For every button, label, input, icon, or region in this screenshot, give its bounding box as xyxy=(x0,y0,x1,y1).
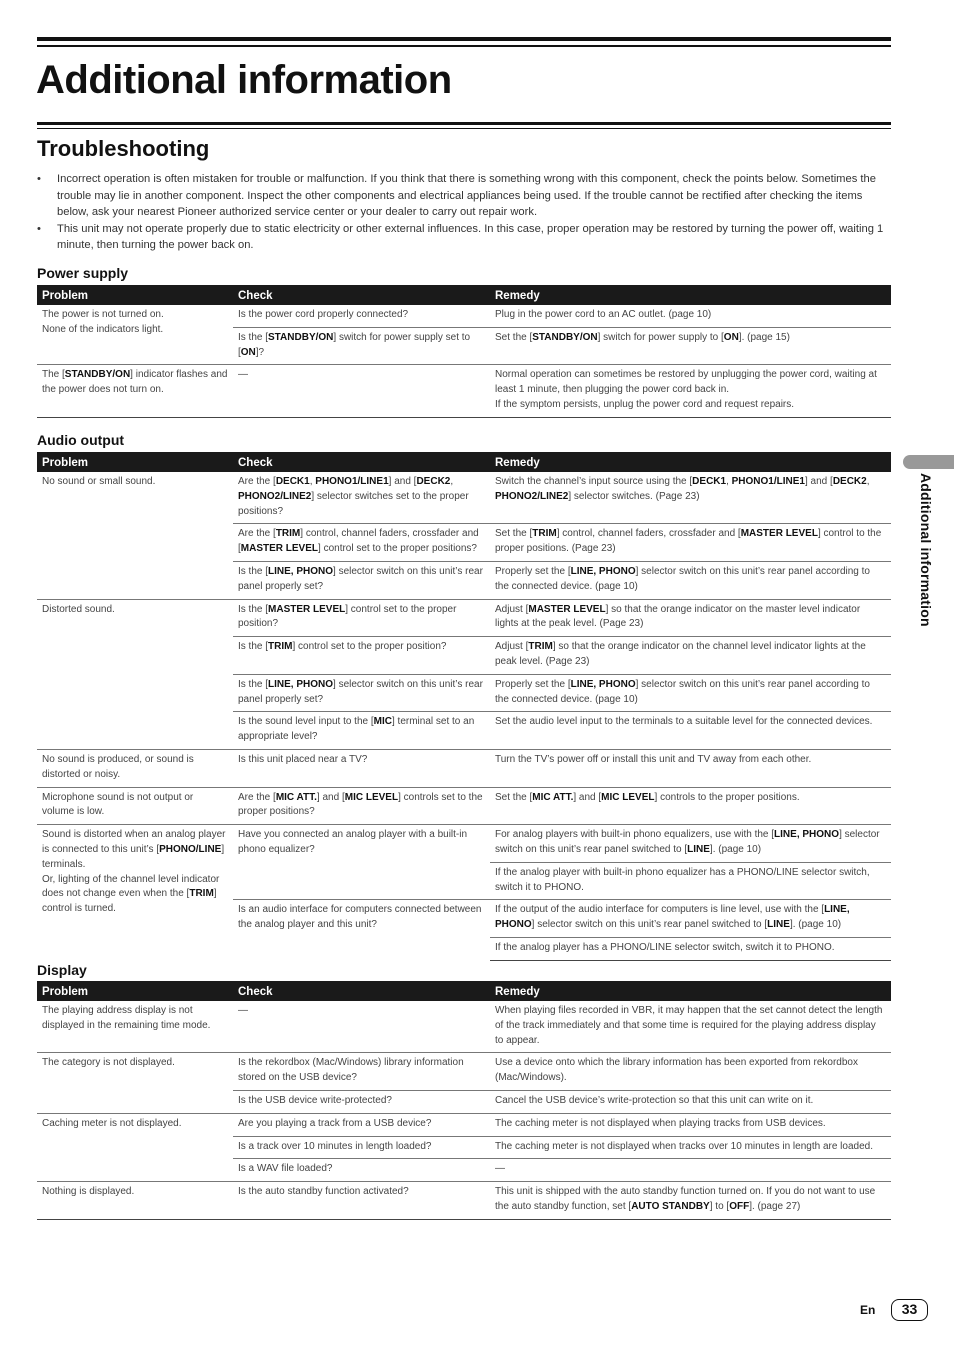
remedy-cell: Set the [TRIM] control, channel faders, crossfader and [MASTER LEVEL] control to the proper positions. (Page 23) xyxy=(490,524,891,562)
problem-cell: Microphone sound is not output or volume is low. xyxy=(37,787,233,825)
problem-cell: The playing address display is not displayed in the remaining time mode. xyxy=(42,1005,211,1031)
remedy-cell: Set the audio level input to the terminals to a suitable level for the connected devices. xyxy=(490,712,891,750)
table-header-row xyxy=(37,285,891,305)
problem-header: Problem xyxy=(37,452,233,472)
problem-header: Problem xyxy=(37,981,233,1001)
remedy-cell: Cancel the USB device’s write-protection so that this unit can write on it. xyxy=(490,1090,891,1113)
check-cell: Is the power cord properly connected? xyxy=(238,309,409,320)
remedy-cell: Set the [STANDBY/ON] switch for power supply to [ON]. (page 15) xyxy=(490,327,891,365)
remedy-header: Remedy xyxy=(490,981,891,1001)
check-header: Check xyxy=(233,981,490,1001)
remedy-cell: If the output of the audio interface for computers is line level, use with the [LINE, PHONO] selector switch on this unit’s rear panel switched to [LINE]. (page 10) xyxy=(490,900,891,938)
table-header-row xyxy=(37,981,891,1001)
display-heading: Display xyxy=(37,962,87,978)
check-cell: Is the [LINE, PHONO] selector switch on this unit’s rear panel properly set? xyxy=(233,674,490,712)
table-row xyxy=(37,749,891,787)
top-rule-thick xyxy=(37,37,891,41)
page-title: Additional information xyxy=(36,58,452,102)
problem-cell: Nothing is displayed. xyxy=(37,1182,233,1220)
display-table xyxy=(37,981,891,1220)
remedy-cell: Normal operation can sometimes be restored by unplugging the power cord, waiting at least 1 minute, then plugging the power cord back in. If the symptom persists, unplug the power cord and request repairs. xyxy=(490,365,891,417)
remedy-header: Remedy xyxy=(490,285,891,305)
check-cell: Is the [TRIM] control set to the proper position? xyxy=(233,637,490,675)
table-row xyxy=(37,787,891,825)
check-cell: Is the sound level input to the [MIC] terminal set to an appropriate level? xyxy=(233,712,490,750)
intro-bullet: • Incorrect operation is often mistaken for trouble or malfunction. If you think that there is something wrong with this component, check the points below. Sometimes the trouble may lie in another component. Inspect the other components and electrical appliances being used. If the trouble cannot be rectified after checking the items below, ask your nearest Pioneer authorized service center or your dealer to carry out repair work. xyxy=(37,171,891,221)
problem-cell: The power is not turned on. None of the indicators light. xyxy=(42,309,164,335)
check-header: Check xyxy=(233,452,490,472)
remedy-cell: This unit is shipped with the auto standby function turned on. If you do not want to use the auto standby function, set [AUTO STANDBY] to [OFF]. (page 27) xyxy=(490,1182,891,1220)
remedy-cell: Set the [MIC ATT.] and [MIC LEVEL] controls to the proper positions. xyxy=(490,787,891,825)
intro-bullet: • This unit may not operate properly due to static electricity or other external influences. In this case, proper operation may be restored by turning the power off, waiting 1 minute, then turning the power back on. xyxy=(37,221,891,254)
remedy-cell: The caching meter is not displayed when tracks over 10 minutes in length are loaded. xyxy=(490,1136,891,1159)
side-tab-marker xyxy=(903,455,954,469)
section-rule-thick xyxy=(37,122,891,125)
remedy-cell: Use a device onto which the library information has been exported from rekordbox (Mac/Windows). xyxy=(490,1053,891,1091)
remedy-cell: When playing files recorded in VBR, it may happen that the set cannot detect the length of the track immediately and that some time is required for the playing address display to appear. xyxy=(495,1005,883,1046)
power-supply-heading: Power supply xyxy=(37,265,129,281)
language-code: En xyxy=(860,1303,876,1317)
remedy-cell: Adjust [MASTER LEVEL] so that the orange indicator on the master level indicator lights at the peak level. (Page 23) xyxy=(490,599,891,637)
check-cell: Have you connected an analog player with a built-in phono equalizer? xyxy=(233,825,490,900)
check-cell: — xyxy=(238,1005,248,1016)
remedy-cell: Turn the TV’s power off or install this unit and TV away from each other. xyxy=(490,749,891,787)
side-section-label: Additional information xyxy=(918,473,934,627)
problem-cell: No sound is produced, or sound is distorted or noisy. xyxy=(37,749,233,787)
check-cell: Are the [TRIM] control, channel faders, crossfader and [MASTER LEVEL] control set to the proper positions? xyxy=(233,524,490,562)
audio-output-table xyxy=(37,452,891,961)
remedy-cell: For analog players with built-in phono equalizers, use with the [LINE, PHONO] selector switch on this unit’s rear panel switched to [LINE]. (page 10) xyxy=(490,825,891,863)
remedy-cell: Adjust [TRIM] so that the orange indicator on the channel level indicator lights at the peak level. (Page 23) xyxy=(490,637,891,675)
top-rule-thin xyxy=(37,45,891,47)
table-row xyxy=(37,1053,891,1091)
audio-output-heading: Audio output xyxy=(37,432,125,448)
check-cell: Are the [MIC ATT.] and [MIC LEVEL] controls set to the proper positions? xyxy=(233,787,490,825)
remedy-cell: Properly set the [LINE, PHONO] selector switch on this unit’s rear panel according to the connected device. (page 10) xyxy=(490,561,891,599)
remedy-cell: If the analog player with built-in phono equalizer has a PHONO/LINE selector switch, switch it to PHONO. xyxy=(490,862,891,900)
table-row xyxy=(37,599,891,637)
check-cell: Is the [LINE, PHONO] selector switch on this unit’s rear panel properly set? xyxy=(233,561,490,599)
table-header-row xyxy=(37,452,891,472)
problem-cell: The category is not displayed. xyxy=(37,1053,233,1113)
remedy-header: Remedy xyxy=(490,452,891,472)
intro-bullets xyxy=(37,171,891,254)
page-number: 33 xyxy=(891,1299,928,1321)
table-row xyxy=(37,472,891,524)
problem-header: Problem xyxy=(37,285,233,305)
remedy-cell: — xyxy=(490,1159,891,1182)
remedy-cell: Plug in the power cord to an AC outlet. (page 10) xyxy=(495,309,712,320)
problem-cell: Sound is distorted when an analog player is connected to this unit’s [PHONO/LINE] terminals. Or, lighting of the channel level indicator does not change even when the [TRIM] control is turned. xyxy=(37,825,233,961)
table-row xyxy=(37,825,891,863)
check-cell: Is a track over 10 minutes in length loaded? xyxy=(233,1136,490,1159)
check-cell: Is the USB device write-protected? xyxy=(233,1090,490,1113)
check-cell: Is this unit placed near a TV? xyxy=(233,749,490,787)
problem-cell: Distorted sound. xyxy=(37,599,233,749)
check-header: Check xyxy=(233,285,490,305)
remedy-cell: If the analog player has a PHONO/LINE selector switch, switch it to PHONO. xyxy=(490,937,891,960)
section-rule-thin xyxy=(37,128,891,129)
check-cell: Are you playing a track from a USB device? xyxy=(233,1113,490,1136)
section-title: Troubleshooting xyxy=(37,136,210,161)
table-row xyxy=(37,365,891,417)
check-cell: Is an audio interface for computers connected between the analog player and this unit? xyxy=(233,900,490,960)
table-row xyxy=(37,305,891,327)
power-supply-table xyxy=(37,285,891,418)
remedy-cell: The caching meter is not displayed when playing tracks from USB devices. xyxy=(490,1113,891,1136)
check-cell: Is a WAV file loaded? xyxy=(233,1159,490,1182)
problem-cell: No sound or small sound. xyxy=(42,476,156,487)
table-row xyxy=(37,1001,891,1053)
check-cell: Is the [MASTER LEVEL] control set to the proper position? xyxy=(233,599,490,637)
check-cell: Are the [DECK1, PHONO1/LINE1] and [DECK2, PHONO2/LINE2] selector switches set to the proper positions? xyxy=(238,476,469,517)
table-row xyxy=(37,1182,891,1220)
problem-cell: The [STANDBY/ON] indicator flashes and the power does not turn on. xyxy=(37,365,233,417)
check-cell: Is the auto standby function activated? xyxy=(233,1182,490,1220)
remedy-cell: Switch the channel’s input source using the [DECK1, PHONO1/LINE1] and [DECK2, PHONO2/LINE2] selector switches. (Page 23) xyxy=(495,476,870,502)
table-row xyxy=(37,1113,891,1136)
problem-cell: Caching meter is not displayed. xyxy=(37,1113,233,1181)
check-cell: — xyxy=(233,365,490,417)
remedy-cell: Properly set the [LINE, PHONO] selector switch on this unit’s rear panel according to the connected device. (page 10) xyxy=(490,674,891,712)
check-cell: Is the rekordbox (Mac/Windows) library information stored on the USB device? xyxy=(233,1053,490,1091)
check-cell: Is the [STANDBY/ON] switch for power supply set to [ON]? xyxy=(233,327,490,365)
